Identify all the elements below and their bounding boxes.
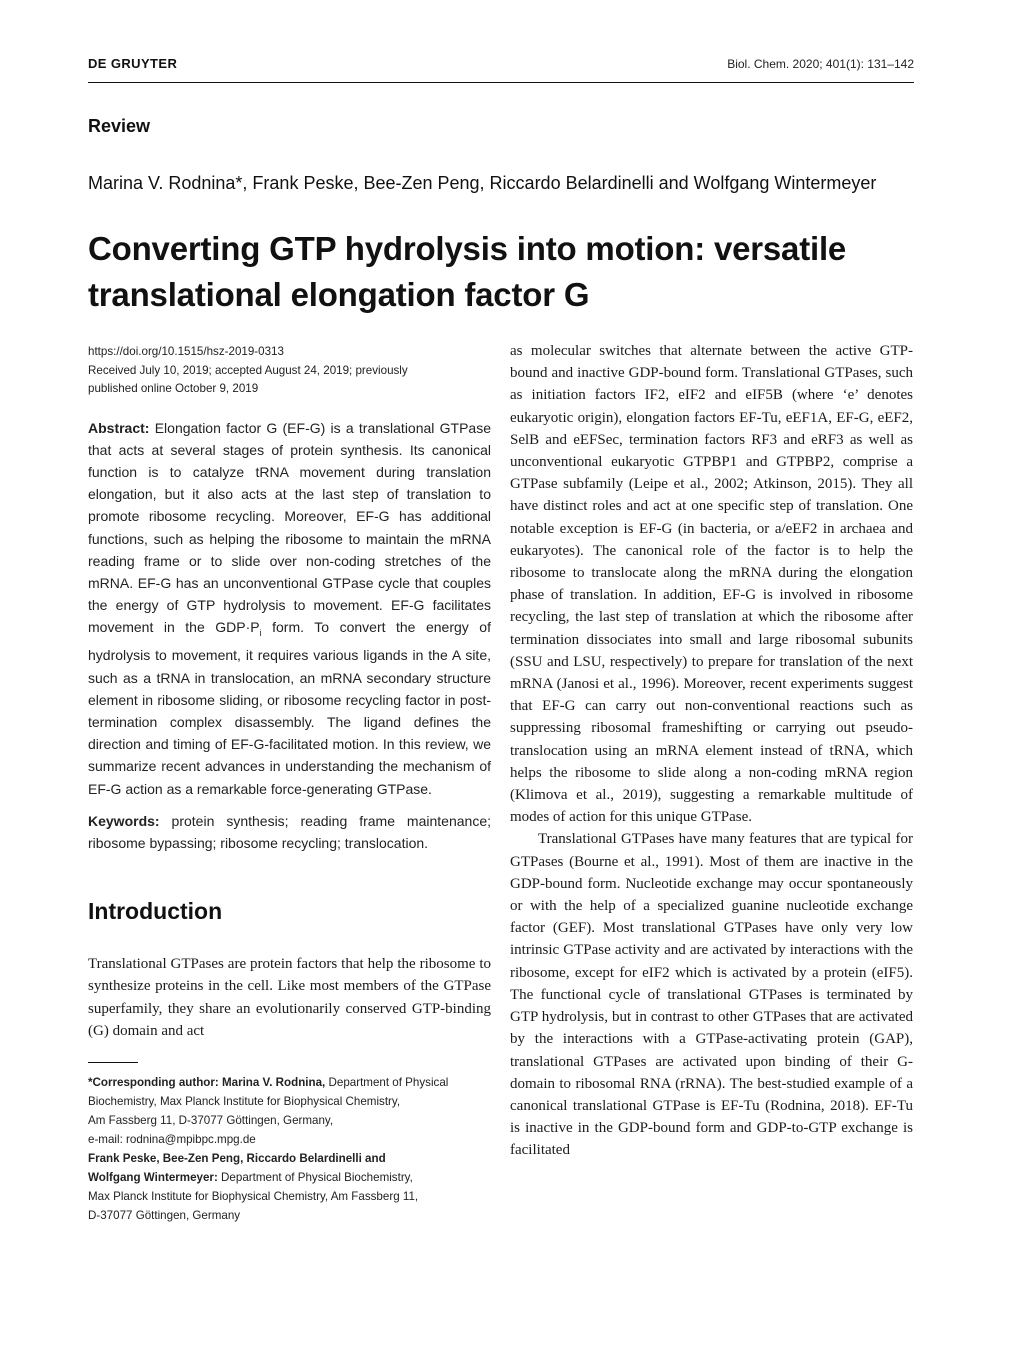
keywords-label: Keywords: [88,812,160,829]
coauthors-affiliation-line1: Department of Physical Biochemistry, [221,1170,413,1184]
article-metadata [88,343,491,399]
abstract-text-part1: Elongation factor G (EF-G) is a translational GTPase that acts at several stages of protein synthesis. Its canonical function is to catalyze tRNA movement during translation elongation, but it also acts at the last step of translation to promote ribosome recycling. Moreover, EF-G has additional functions, such as helping the ribosome to maintain the mRNA reading frame or to slide over non-coding stretches of the mRNA. EF-G has an unconventional GTPase cycle that couples the energy of GTP hydrolysis to movement. EF-G facilitates movement in the GDP·P [88,419,491,636]
introduction-heading: Introduction [88,898,223,925]
publisher-name: DE GRUYTER [88,56,178,71]
corresponding-author-email[interactable]: e-mail: rodnina@mpibpc.mpg.de [88,1132,256,1146]
abstract-text-part2: form. To convert the energy of hydrolysis to movement, it requires various ligands in the A site, such as a tRNA in translocation, an mRNA secondary structure element in ribosome sliding, or ribosome recycling factor in post-termination complex disassembly. The ligand defines the direction and timing of EF-G-facilitated motion. In this review, we summarize recent advances in understanding the mechanism of EF-G action as a remarkable force-generating GTPase. [88,619,491,797]
doi-link[interactable]: https://doi.org/10.1515/hsz-2019-0313 [88,345,284,358]
keywords-text: protein synthesis; reading frame maintenance; ribosome bypassing; ribosome recycling; translocation. [88,812,491,851]
coauthors-affiliation-line2: Max Planck Institute for Biophysical Chemistry, Am Fassberg 11, [88,1189,419,1203]
corresponding-author-affiliation: Department of Physical Biochemistry, Max Planck Institute for Biophysical Chemistry, [88,1075,449,1108]
coauthors-label-line1: Frank Peske, Bee-Zen Peng, Riccardo Belardinelli and [88,1151,386,1165]
author-list: Marina V. Rodnina*, Frank Peske, Bee-Zen Peng, Riccardo Belardinelli and Wolfgang Wintermeyer [88,173,877,193]
corresponding-author-address: Am Fassberg 11, D-37077 Göttingen, Germany, [88,1113,334,1127]
article-type: Review [88,116,151,136]
keywords [88,810,491,854]
abstract [88,417,491,800]
corresponding-author-footnote [88,1073,491,1225]
left-column [88,343,491,1225]
coauthors-label-line2: Wolfgang Wintermeyer: [88,1170,218,1184]
received-dates: Received July 10, 2019; accepted August 24, 2019; previously [88,363,408,377]
page-header [88,56,914,82]
coauthors-affiliation-line3: D-37077 Göttingen, Germany [88,1208,241,1222]
right-column [510,340,913,1162]
body-paragraph-2: Translational GTPases have many features that are typical for GTPases (Bourne et al., 1991). Most of them are inactive in the GDP-bound form. Nucleotide exchange may occur spontaneously or with the help of a specialized guanine nucleotide exchange factor (GEF). Most translational GTPases have only very low intrinsic GTPase activity and are activated by interactions with the ribosome, except for eIF2 which is activated by a protein (eIF5). The functional cycle of translational GTPases is terminated by GTP hydrolysis, but in contrast to other GTPases that are activated by the interactions with a GTPase-activating protein (GAP), translational GTPases are activated upon binding of their G-domain to ribosomal RNA (rRNA). The best-studied example of a canonical translational GTPase is EF-Tu (Rodnina, 2018). EF-Tu is inactive in the GDP-bound form and GDP-to-GTP exchange is facilitated [510,831,913,1159]
abstract-label: Abstract: [88,419,150,436]
published-date: published online October 9, 2019 [88,382,259,395]
article-title: Converting GTP hydrolysis into motion: versatile translational elongation factor G [88,230,847,313]
abstract-subscript: i [259,628,262,639]
header-rule [88,82,914,83]
footnote-rule [88,1062,138,1063]
journal-citation: Biol. Chem. 2020; 401(1): 131–142 [727,57,914,71]
corresponding-author-label: *Corresponding author: Marina V. Rodnina, [88,1075,326,1089]
introduction-paragraph: Translational GTPases are protein factors that help the ribosome to synthesize proteins in the cell. Like most members of the GTPase superfamily, they share an evolutionarily conserved GTP-binding (G) domain and act [88,956,491,1039]
body-paragraph-1: as molecular switches that alternate between the active GTP-bound and inactive GDP-bound form. Translational GTPases, such as initiation factors IF2, eIF2 and eIF5B (where ‘e’ denotes eukaryotic origin), elongation factors EF-Tu, eEF1A, EF-G, eEF2, SelB and eEFSec, termination factors RF3 and eRF3 as well as unconventional eukaryotic GTPBP1 and GTPBP2, comprise a GTPase subfamily (Leipe et al., 2002; Atkinson, 2015). They all have distinct roles and act at one specific step of translation. One notable exception is EF-G (in bacteria, or a/eEF2 in archaea and eukaryotes). The canonical role of the factor is to help the ribosome to translocate along the mRNA during the elongation phase of translation. In addition, EF-G is involved in ribosome recycling, the last step of translation at which the ribosome after termination dissociates into small and large ribosomal subunits (SSU and LSU, respectively) to prepare for translation of the next mRNA (Janosi et al., 1996). Moreover, recent experiments suggest that EF-G can carry out non-conventional reactions such as suppressing ribosomal frameshifting or carrying out pseudo-translocation using an mRNA element instead of tRNA, which helps the ribosome to slide along a non-coding mRNA region (Klimova et al., 2019), suggesting a remarkable multitude of modes of action for this unique GTPase. [510,343,913,826]
